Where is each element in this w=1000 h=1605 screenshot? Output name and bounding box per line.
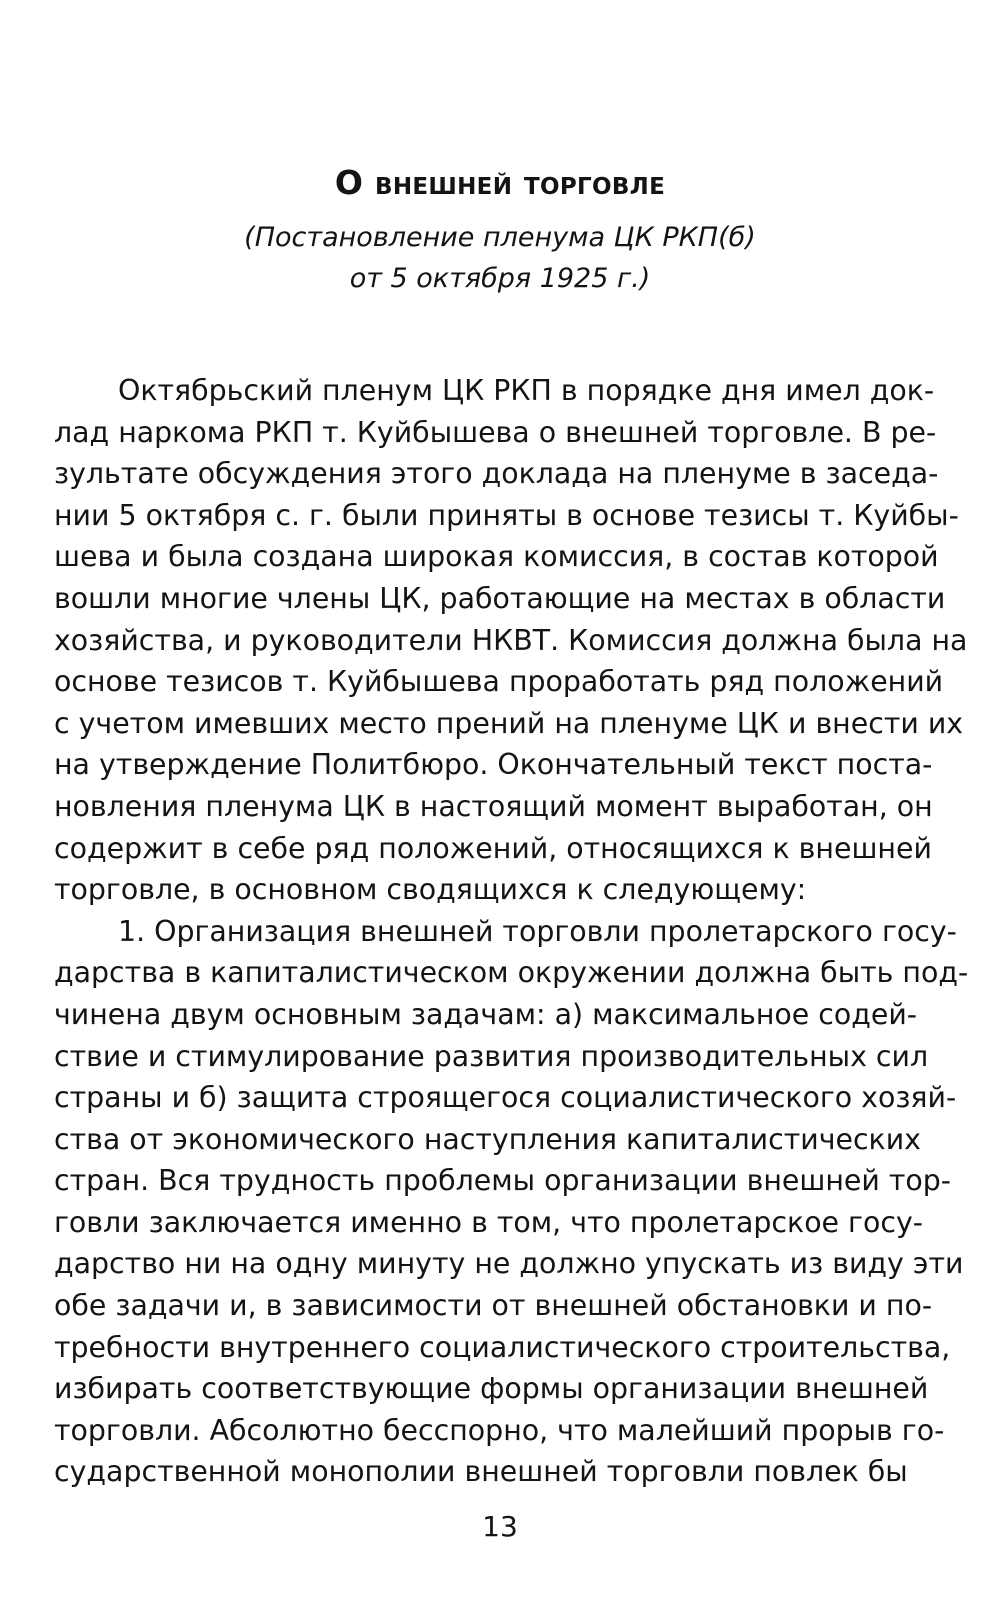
page-number: 13 xyxy=(482,1510,518,1543)
text-line: основе тезисов т. Куйбышева проработать ряд положений xyxy=(54,665,944,699)
text-line: дарство ни на одну минуту не должно упускать из виду эти xyxy=(54,1247,964,1281)
text-line: содержит в себе ряд положений, относящихся к внешней xyxy=(54,831,932,865)
text-line: чинена двум основным задачам: а) максимальное содей- xyxy=(54,997,918,1031)
text-line: говли заключается именно в том, что пролетарское госу- xyxy=(54,1205,923,1239)
text-line: сударственной монополии внешней торговли повлек бы xyxy=(54,1455,908,1489)
text-line: ствие и стимулирование развития производительных сил xyxy=(54,1039,929,1073)
text-line: требности внутреннего социалистического строительства, xyxy=(54,1330,951,1364)
text-line: хозяйства, и руководители НКВТ. Комиссия должна была на xyxy=(54,623,968,657)
text-line: дарства в капиталистическом окружении должна быть под- xyxy=(54,956,969,990)
text-line: торговли. Абсолютно бесспорно, что малейший прорыв го- xyxy=(54,1413,945,1447)
subtitle-line-1: (Постановление пленума ЦК РКП(б) xyxy=(244,222,756,253)
text-line: 1. Организация внешней торговли пролетарского госу- xyxy=(118,914,957,948)
text-line: Октябрьский пленум ЦК РКП в порядке дня имел док- xyxy=(118,374,935,407)
text-line: лад наркома РКП т. Куйбышева о внешней торговле. В ре- xyxy=(54,415,937,449)
text-line: шева и была создана широкая комиссия, в состав которой xyxy=(54,540,939,574)
text-line: зультате обсуждения этого доклада на пленуме в заседа- xyxy=(54,457,939,491)
subtitle-line-2: от 5 октября 1925 г.) xyxy=(349,263,651,294)
body-text xyxy=(54,370,969,1493)
text-line: с учетом имевших место прений на пленуме ЦК и внести их xyxy=(54,706,964,740)
text-line: страны и б) защита строящегося социалистического хозяй- xyxy=(54,1081,957,1115)
text-line: вошли многие члены ЦК, работающие на местах в области xyxy=(54,581,946,615)
text-line: ства от экономического наступления капиталистических xyxy=(54,1122,921,1156)
text-line: обе задачи и, в зависимости от внешней обстановки и по- xyxy=(54,1289,933,1323)
text-line: нии 5 октября с. г. были приняты в основе тезисы т. Куйбы- xyxy=(54,498,959,532)
text-line: стран. Вся трудность проблемы организации внешней тор- xyxy=(54,1164,952,1198)
text-line: на утверждение Политбюро. Окончательный текст поста- xyxy=(54,748,933,782)
text-line: новления пленума ЦК в настоящий момент выработан, он xyxy=(54,789,933,823)
page-title: О внешней торговле xyxy=(334,163,666,202)
text-line: избирать соответствующие формы организации внешней xyxy=(54,1372,929,1406)
text-line: торговле, в основном сводящихся к следующему: xyxy=(54,873,807,907)
